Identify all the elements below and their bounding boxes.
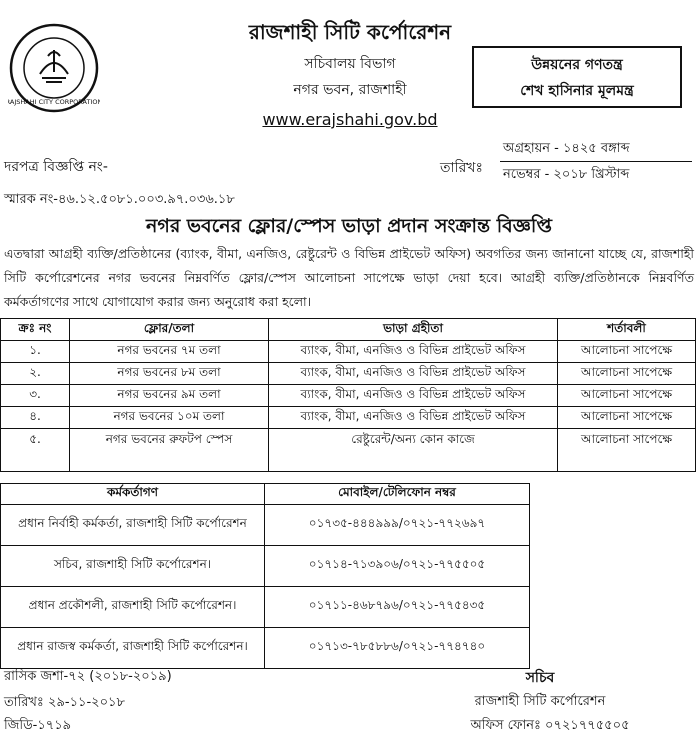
table-row <box>1 546 530 587</box>
column-header: ফ্লোর/তলা <box>70 319 269 341</box>
department-name: সচিবালয় বিভাগ <box>304 56 396 72</box>
serial-cell: ১. <box>1 341 70 363</box>
footer-gd-code: জিডি-১৭১৯ <box>4 718 72 733</box>
terms-cell: আলোচনা সাপেক্ষে <box>558 341 696 363</box>
floor-cell: নগর ভবনের ৮ম তলা <box>70 363 269 385</box>
phone-cell: ০১৭১৪-৭১৩৯০৬/০৭২১-৭৭৫৫০৫ <box>265 546 530 587</box>
tender-notice-label: দরপত্র বিজ্ঞপ্তি নং- <box>4 159 108 175</box>
contacts-table <box>0 483 530 669</box>
table-row <box>1 429 696 472</box>
column-header: কর্মকর্তাগণ <box>1 484 265 505</box>
floors-table <box>0 318 696 472</box>
terms-cell: আলোচনা সাপেক্ষে <box>558 363 696 385</box>
terms-cell: আলোচনা সাপেক্ষে <box>558 429 696 472</box>
office-phone: অফিস ফোনঃ ০৭২১৭৭৫৫০৫ <box>470 718 630 733</box>
table-row <box>1 628 530 669</box>
serial-cell: ৪. <box>1 407 70 429</box>
column-header: ভাড়া গ্রহীতা <box>269 319 558 341</box>
signatory-title: সচিব <box>525 670 555 686</box>
table-row <box>1 407 696 429</box>
table-header-row <box>1 319 696 341</box>
floor-cell: নগর ভবনের ৯ম তলা <box>70 385 269 407</box>
serial-cell: ৩. <box>1 385 70 407</box>
officer-cell: প্রধান নির্বাহী কর্মকর্তা, রাজশাহী সিটি কর্পোরেশন <box>1 505 265 546</box>
website-link[interactable]: www.erajshahi.gov.bd <box>262 110 438 129</box>
phone-cell: ০১৭১১-৪৬৮৭৯৬/০৭২১-৭৭৫৪৩৫ <box>265 587 530 628</box>
tenant-cell: ব্যাংক, বীমা, এনজিও ও বিভিন্ন প্রাইভেট অফিস <box>269 385 558 407</box>
column-header: শর্তাবলী <box>558 319 696 341</box>
date-label: তারিখঃ <box>440 160 483 176</box>
tenant-cell: ব্যাংক, বীমা, এনজিও ও বিভিন্ন প্রাইভেট অফিস <box>269 407 558 429</box>
table-row <box>1 341 696 363</box>
tenant-cell: ব্যাংক, বীমা, এনজিও ও বিভিন্ন প্রাইভেট অফিস <box>269 363 558 385</box>
signatory-organization: রাজশাহী সিটি কর্পোরেশন <box>474 694 606 709</box>
table-header-row <box>1 484 530 505</box>
memo-number: স্মারক নং-৪৬.১২.৫০৮১.০০৩.৯৭.০৩৬.১৮ <box>4 192 235 207</box>
logo-text: RAJSHAHI CITY CORPORATION <box>8 98 100 106</box>
serial-cell: ৫. <box>1 429 70 472</box>
slogan-line-2: শেখ হাসিনার মূলমন্ত্র <box>520 83 634 99</box>
terms-cell: আলোচনা সাপেক্ষে <box>558 407 696 429</box>
organization-address: নগর ভবন, রাজশাহী <box>293 82 407 98</box>
table-row <box>1 505 530 546</box>
footer-reference: রাসিক জশা-৭২ (২০১৮-২০১৯) <box>4 669 172 684</box>
footer-date: তারিখঃ ২৯-১১-২০১৮ <box>4 695 125 710</box>
phone-cell: ০১৭১৩-৭৮৫৮৮৬/০৭২১-৭৭৪৭৪০ <box>265 628 530 669</box>
city-corporation-logo <box>8 22 100 114</box>
table-row <box>1 587 530 628</box>
officer-cell: প্রধান প্রকৌশলী, রাজশাহী সিটি কর্পোরেশন। <box>1 587 265 628</box>
notice-title: নগর ভবনের ফ্লোর/স্পেস ভাড়া প্রদান সংক্রান্ত বিজ্ঞপ্তি <box>146 215 552 237</box>
floor-cell: নগর ভবনের ৭ম তলা <box>70 341 269 363</box>
date-bangla: অগ্রহায়ন - ১৪২৫ বঙ্গাব্দ <box>503 141 630 156</box>
table-row <box>1 385 696 407</box>
column-header: ক্রঃ নং <box>1 319 70 341</box>
terms-cell: আলোচনা সাপেক্ষে <box>558 385 696 407</box>
table-row <box>1 363 696 385</box>
notice-body: এতদ্বারা আগ্রহী ব্যক্তি/প্রতিষ্ঠানের (ব্যাংক, বীমা, এনজিও, রেষ্টুরেন্ট ও বিভিন্ন প্রাইভেট অফিস) অবগতির জন্য জানানো যাচ্ছে যে, রাজশাহী সিটি কর্পোরেশনের নগর ভবনের নিম্নবর্ণিত ফ্লোর/স্পেস আলোচনা সাপেক্ষে ভাড়া দেয়া হবে। আগ্রহী ব্যক্তি/প্রতিষ্ঠানকে নিম্নবর্ণিত কর্মকর্তাগণের সাথে যোগাযোগ করার জন্য অনুরোধ করা হলো। <box>4 246 694 309</box>
column-header: মোবাইল/টেলিফোন নম্বর <box>265 484 530 505</box>
serial-cell: ২. <box>1 363 70 385</box>
date-english: নভেম্বর - ২০১৮ খ্রিস্টাব্দ <box>503 167 630 182</box>
tenant-cell: রেষ্টুরেন্ট/অন্য কোন কাজে <box>269 429 558 472</box>
officer-cell: সচিব, রাজশাহী সিটি কর্পোরেশন। <box>1 546 265 587</box>
phone-cell: ০১৭৩৫-৪৪৪৯৯৯/০৭২১-৭৭২৬৯৭ <box>265 505 530 546</box>
officer-cell: প্রধান রাজস্ব কর্মকর্তা, রাজশাহী সিটি কর্পোরেশন। <box>1 628 265 669</box>
date-divider <box>500 161 692 162</box>
floor-cell: নগর ভবনের রুফটপ স্পেস <box>70 429 269 472</box>
floor-cell: নগর ভবনের ১০ম তলা <box>70 407 269 429</box>
slogan-box <box>472 46 682 108</box>
tenant-cell: ব্যাংক, বীমা, এনজিও ও বিভিন্ন প্রাইভেট অফিস <box>269 341 558 363</box>
slogan-line-1: উন্নয়নের গণতন্ত্র <box>531 57 623 73</box>
organization-title: রাজশাহী সিটি কর্পোরেশন <box>248 20 452 44</box>
